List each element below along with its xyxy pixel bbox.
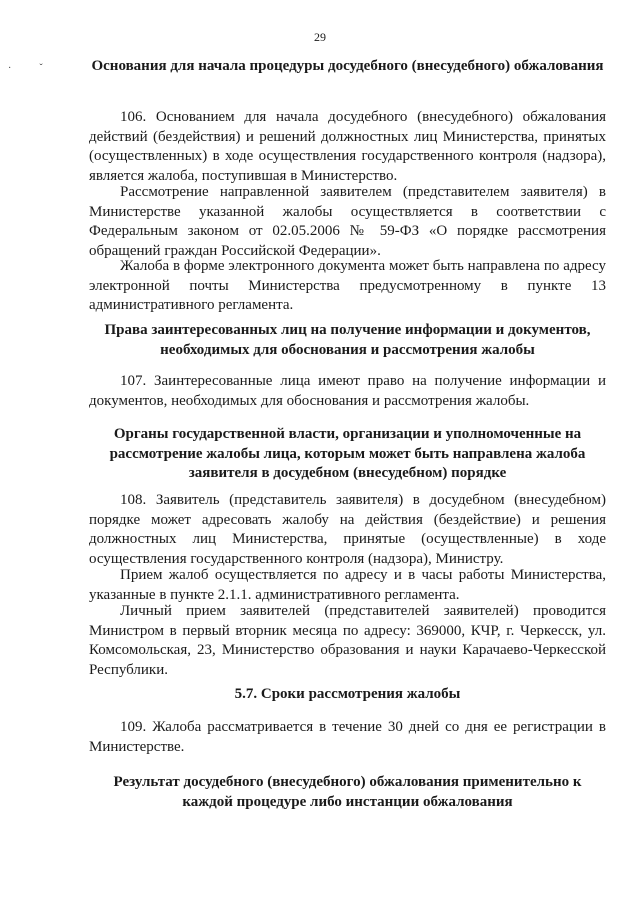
paragraph-107: 107. Заинтересованные лица имеют право на получение информации и документов, необходимых для обоснования и рассмотрения жалобы. xyxy=(89,373,606,409)
section-heading-appeal-result: Результат досудебного (внесудебного) обжалования применительно к каждой процедуре либо инстанции обжалования xyxy=(113,774,582,810)
section-heading-information-rights: Права заинтересованных лиц на получение информации и документов, необходимых для обоснования и рассмотрения жалобы xyxy=(104,322,591,358)
paragraph-109: 109. Жалоба рассматривается в течение 30 дней со дня ее регистрации в Министерстве. xyxy=(89,719,606,755)
section-heading-appeal-grounds: Основания для начала процедуры досудебного (внесудебного) обжалования xyxy=(91,58,604,74)
section-heading-authorities: Органы государственной власти, организации и уполномоченные на рассмотрение жалобы лица, которым может быть направлена жалоба заявителя в досудебном (внесудебном) порядке xyxy=(109,426,586,481)
page-number: 29 xyxy=(314,30,326,44)
paragraph-106-electronic: Жалоба в форме электронного документа может быть направлена по адресу электронной почты Министерства предусмотренному в пункте 13 административного регламента. xyxy=(89,258,606,313)
paragraph-106: 106. Основанием для начала досудебного (внесудебного) обжалования действий (бездействия) и решений должностных лиц Министерства, принятых (осуществленных) в ходе осуществления государственного контроля (надзора), является жалоба, поступившая в Министерство. xyxy=(89,109,606,184)
section-heading-review-terms: 5.7. Сроки рассмотрения жалобы xyxy=(234,686,461,702)
scan-specks: ·ˇ xyxy=(8,63,71,74)
paragraph-108-personal-reception: Личный прием заявителей (представителей заявителей) проводится Министром в первый вторник месяца по адресу: 369000, КЧР, г. Черкесск, ул. Комсомольская, 23, Министерство образования и науки Карачаево-Черкесской Республики. xyxy=(89,603,606,678)
paragraph-108: 108. Заявитель (представитель заявителя) в досудебном (внесудебном) порядке может адресовать жалобу на действия (бездействие) и решения должностных лиц Министерства, принятые (осуществленные) в ходе осуществления государственного контроля (надзора), Министру. xyxy=(89,492,606,567)
paragraph-108-reception: Прием жалоб осуществляется по адресу и в часы работы Министерства, указанные в пункте 2.1.1. административного регламента. xyxy=(89,567,606,603)
paragraph-106-consideration: Рассмотрение направленной заявителем (представителем заявителя) в Министерстве указанной жалобы осуществляется в соответствии с Федеральным законом от 02.05.2006 № 59-ФЗ «О порядке рассмотрения обращений граждан Российской Федерации». xyxy=(89,184,606,259)
